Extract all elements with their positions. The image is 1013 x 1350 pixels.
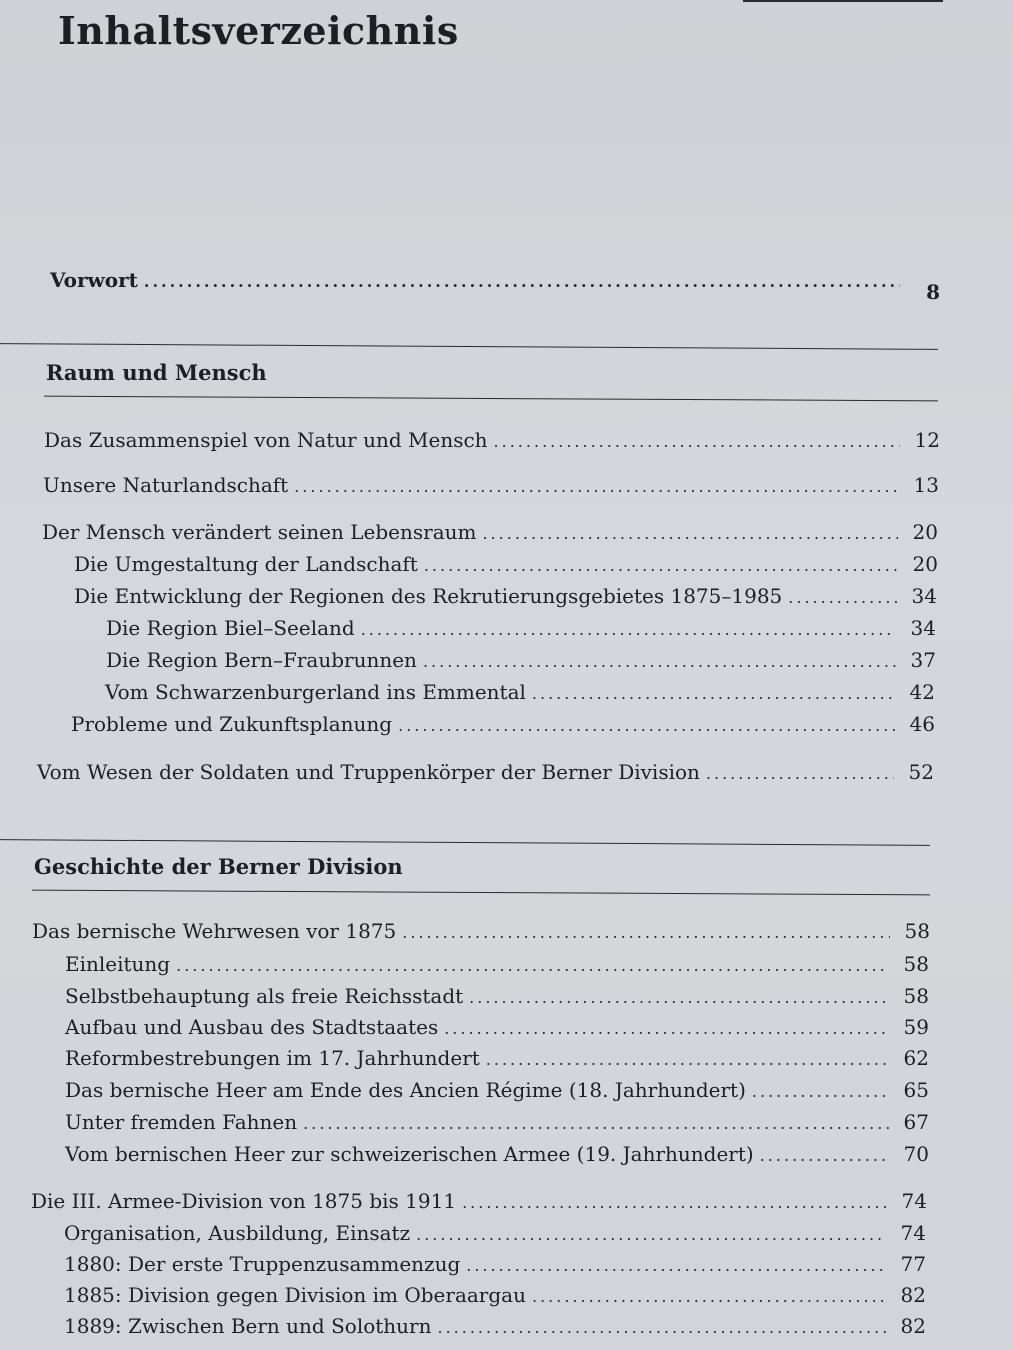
toc-entry-page: 58 [903, 984, 929, 1008]
toc-entry[interactable] [64, 1283, 926, 1307]
leader-dots [482, 524, 898, 543]
section-rule [44, 396, 938, 402]
toc-entry-page: 65 [903, 1078, 929, 1102]
leader-dots [494, 432, 900, 451]
toc-entry-page: 37 [910, 648, 936, 672]
section-rule [32, 890, 930, 896]
toc-entry-page: 46 [909, 712, 935, 736]
toc-entry[interactable] [65, 1110, 929, 1134]
leader-dots [706, 764, 894, 783]
leader-dots [486, 1050, 889, 1069]
leader-dots [176, 956, 889, 975]
section-rule [0, 839, 930, 846]
leader-dots [424, 556, 898, 575]
toc-entry-page: 13 [913, 473, 939, 497]
toc-entry-page: 12 [914, 428, 940, 452]
toc-entry-page: 52 [908, 760, 934, 784]
toc-entry-page: 20 [912, 520, 938, 544]
toc-entry-vorwort[interactable] [50, 268, 940, 304]
toc-entry-title: 1880: Der erste Truppenzusammenzug [64, 1252, 461, 1276]
toc-entry-page: 70 [903, 1142, 929, 1166]
toc-entry-page: 82 [900, 1283, 926, 1307]
toc-entry-title: Das bernische Wehrwesen vor 1875 [32, 919, 397, 943]
top-rule [743, 0, 943, 2]
toc-entry[interactable] [32, 919, 930, 943]
toc-entry[interactable] [74, 584, 937, 608]
leader-dots [438, 1318, 887, 1337]
toc-entry[interactable] [105, 680, 935, 704]
toc-entry-title: Unsere Naturlandschaft [43, 473, 289, 497]
leader-dots [294, 477, 899, 496]
toc-entry-title: Einleitung [65, 952, 171, 976]
toc-entry[interactable] [64, 1221, 926, 1245]
leader-dots [423, 652, 896, 671]
toc-entry-title: 1889: Zwischen Bern und Solothurn [64, 1314, 432, 1338]
leader-dots [532, 684, 895, 703]
leader-dots [466, 1256, 886, 1275]
toc-entry[interactable] [65, 1078, 929, 1102]
toc-entry-title: Selbstbehauptung als freie Reichsstadt [65, 984, 464, 1008]
leader-dots [398, 716, 895, 735]
toc-entry-page: 34 [911, 584, 937, 608]
leader-dots [532, 1287, 886, 1306]
toc-entry[interactable] [65, 1142, 929, 1166]
toc-entry-page: 58 [903, 952, 929, 976]
page-title: Inhaltsverzeichnis [58, 8, 459, 53]
toc-entry-title: Die Region Bern–Fraubrunnen [106, 648, 417, 672]
toc-entry-title: Die III. Armee-Division von 1875 bis 1911 [31, 1189, 457, 1213]
leader-dots [788, 588, 897, 607]
toc-entry-title: Die Entwicklung der Regionen des Rekrutierungsgebietes 1875–1985 [74, 584, 783, 608]
toc-entry-page: 34 [910, 616, 936, 640]
toc-entry-page: 62 [903, 1046, 929, 1070]
leader-dots [469, 988, 889, 1007]
toc-entry[interactable] [42, 520, 938, 544]
leader-dots [416, 1225, 886, 1244]
toc-entry-page: 59 [903, 1015, 929, 1039]
toc-entry-title: Die Region Biel–Seeland [106, 616, 355, 640]
toc-entry-title: Der Mensch verändert seinen Lebensraum [42, 520, 477, 544]
leader-dots [760, 1146, 889, 1165]
toc-entry-title: Reformbestrebungen im 17. Jahrhundert [65, 1046, 480, 1070]
leader-dots [462, 1193, 887, 1212]
toc-entry[interactable] [71, 712, 935, 736]
toc-entry-page: 74 [900, 1221, 926, 1245]
toc-entry[interactable] [44, 428, 940, 452]
leader-dots [402, 923, 890, 942]
section-rule [0, 343, 938, 350]
leader-dots [752, 1082, 889, 1101]
toc-entry[interactable] [64, 1314, 926, 1338]
toc-entry[interactable] [65, 952, 929, 976]
toc-entry-title: Vom bernischen Heer zur schweizerischen Armee (19. Jahrhundert) [65, 1142, 754, 1166]
toc-entry[interactable] [31, 1189, 927, 1213]
toc-entry[interactable] [65, 984, 929, 1008]
toc-entry-title: Das bernische Heer am Ende des Ancien Régime (18. Jahrhundert) [65, 1078, 746, 1102]
toc-entry-title: Vom Wesen der Soldaten und Truppenkörper der Berner Division [37, 760, 700, 784]
toc-entry-page: 20 [912, 552, 938, 576]
toc-entry[interactable] [106, 616, 936, 640]
toc-entry-title: Vom Schwarzenburgerland ins Emmental [105, 680, 526, 704]
toc-entry-page: 74 [901, 1189, 927, 1213]
leader-dots [303, 1114, 889, 1133]
section-heading-raum-und-mensch: Raum und Mensch [46, 360, 267, 385]
toc-entry[interactable] [64, 1252, 926, 1276]
leader-dots [144, 272, 900, 291]
toc-entry-title: 1885: Division gegen Division im Oberaargau [64, 1283, 526, 1307]
toc-entry-page: 8 [926, 280, 940, 304]
leader-dots [444, 1019, 889, 1038]
toc-entry[interactable] [65, 1015, 929, 1039]
toc-entry-page: 58 [904, 919, 930, 943]
toc-entry-page: 42 [909, 680, 935, 704]
toc-entry[interactable] [74, 552, 938, 576]
toc-entry[interactable] [65, 1046, 929, 1070]
leader-dots [361, 620, 896, 639]
toc-entry-title: Probleme und Zukunftsplanung [71, 712, 393, 736]
toc-entry[interactable] [37, 760, 934, 784]
toc-entry-title: Vorwort [50, 268, 138, 292]
toc-entry-page: 82 [900, 1314, 926, 1338]
toc-entry-title: Unter fremden Fahnen [65, 1110, 298, 1134]
toc-entry-title: Das Zusammenspiel von Natur und Mensch [44, 428, 488, 452]
toc-entry-page: 67 [903, 1110, 929, 1134]
section-heading-geschichte-der-berner-division: Geschichte der Berner Division [34, 854, 403, 879]
toc-entry-title: Organisation, Ausbildung, Einsatz [64, 1221, 411, 1245]
toc-entry[interactable] [106, 648, 936, 672]
toc-entry-title: Die Umgestaltung der Landschaft [74, 552, 418, 576]
toc-entry[interactable] [43, 473, 939, 497]
toc-entry-title: Aufbau und Ausbau des Stadtstaates [65, 1015, 439, 1039]
toc-entry-page: 77 [900, 1252, 926, 1276]
